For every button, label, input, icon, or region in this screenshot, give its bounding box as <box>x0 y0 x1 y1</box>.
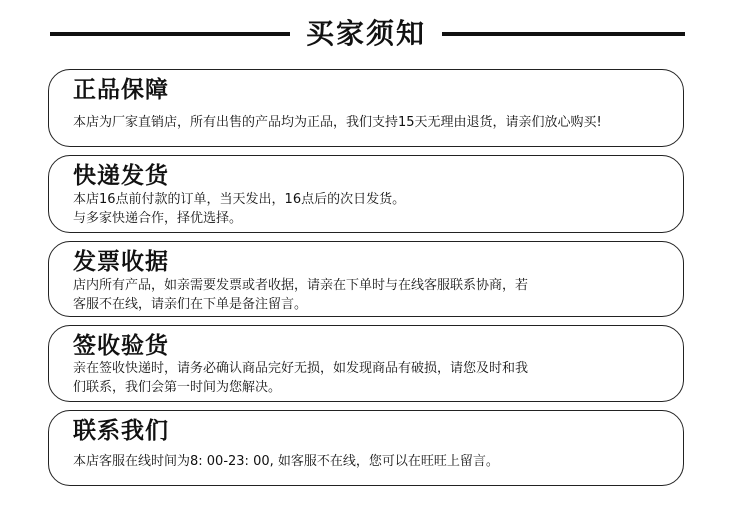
section-body <box>73 359 663 397</box>
section-title: 正品保障 <box>73 77 169 103</box>
section-card-contact <box>48 410 684 486</box>
header-divider-left <box>50 32 290 36</box>
section-body <box>73 452 663 471</box>
section-card-inspection <box>48 325 684 402</box>
section-title: 签收验货 <box>73 333 169 359</box>
section-text-line: 本店为厂家直销店，所有出售的产品均为正品，我们支持15天无理由退货，请亲们放心购买! <box>73 115 602 130</box>
section-body <box>73 113 663 132</box>
section-body <box>73 190 663 228</box>
section-title: 快递发货 <box>73 163 169 189</box>
section-text-line: 与多家快递合作，择优选择。 <box>73 211 243 226</box>
section-text-line: 店内所有产品，如亲需要发票或者收据，请亲在下单时与在线客服联系协商，若 <box>73 278 529 293</box>
section-card-invoice <box>48 241 684 317</box>
section-text-line: 们联系，我们会第一时间为您解决。 <box>73 380 282 395</box>
section-text-line: 本店客服在线时间为8: 00-23: 00, 如客服不在线，您可以在旺旺上留言。 <box>73 454 499 469</box>
section-text-line: 本店16点前付款的订单，当天发出，16点后的次日发货。 <box>73 192 406 207</box>
page-title: 买家须知 <box>305 17 426 50</box>
section-body <box>73 276 663 314</box>
section-text-line: 客服不在线，请亲们在下单是备注留言。 <box>73 297 308 312</box>
header-divider-right <box>442 32 685 36</box>
section-title: 联系我们 <box>73 418 169 444</box>
section-card-shipping <box>48 155 684 233</box>
notice-header <box>0 0 750 62</box>
section-title: 发票收据 <box>73 249 169 275</box>
section-text-line: 亲在签收快递时，请务必确认商品完好无损，如发现商品有破损，请您及时和我 <box>73 361 529 376</box>
section-card-authenticity <box>48 69 684 147</box>
